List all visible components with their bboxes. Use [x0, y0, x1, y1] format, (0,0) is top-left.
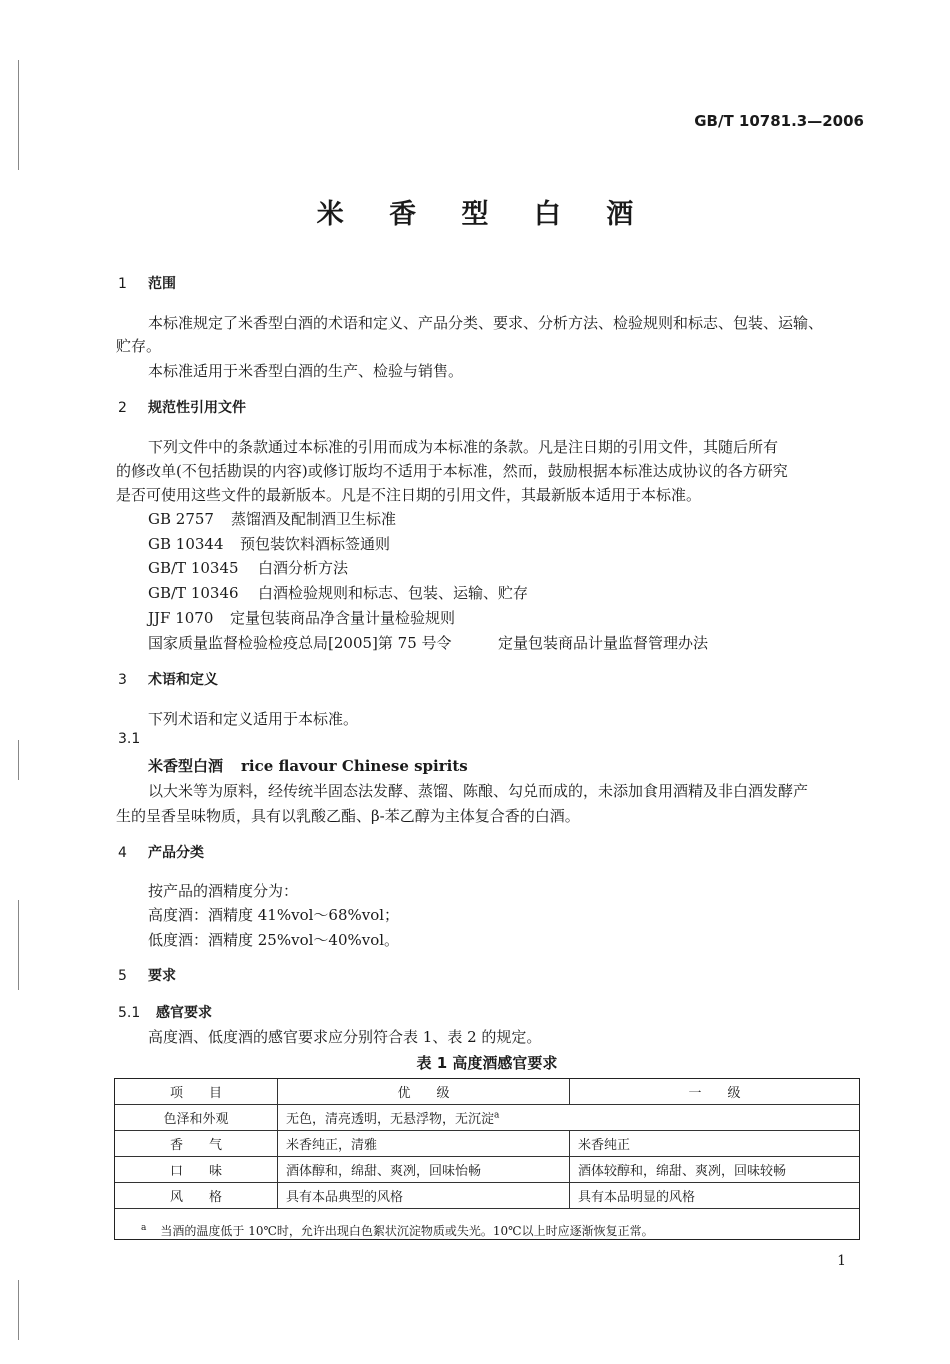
scan-mark	[18, 900, 19, 990]
document-title: 米 香 型 白 酒	[316, 199, 652, 230]
paragraph: 生的呈香呈味物质，具有以乳酸乙酯、β-苯乙醇为主体复合香的白酒。	[116, 807, 580, 825]
table-footnote: $^a$ 当酒的温度低于 10℃时，允许出现白色絮状沉淀物质或失光。10℃以上时应逐渐恢复正常。	[141, 1223, 654, 1238]
paragraph: 下列术语和定义适用于本标准。	[148, 710, 359, 728]
paragraph: 的修改单(不包括勘误的内容)或修订版均不适用于本标准，然而，鼓励根据本标准达成协议的各方研究	[116, 462, 788, 480]
table-cell: 米香纯正	[570, 1131, 860, 1157]
standard-code: GB/T 10781.3—2006	[694, 112, 864, 130]
table-cell: 香 气	[115, 1131, 278, 1157]
paragraph: 低度酒：酒精度 25%vol～40%vol。	[148, 931, 400, 949]
scan-mark	[18, 1280, 19, 1340]
paragraph: 下列文件中的条款通过本标准的引用而成为本标准的条款。凡是注日期的引用文件，其随后所有	[148, 438, 779, 456]
table-cell: 米香纯正，清雅	[278, 1131, 570, 1157]
column-header: 优 级	[278, 1079, 570, 1105]
table-row	[115, 1131, 859, 1157]
subsection-5-1-heading: 5.1 感官要求	[118, 1005, 212, 1021]
table-row	[115, 1183, 859, 1209]
paragraph: 本标准适用于米香型白酒的生产、检验与销售。	[148, 362, 464, 380]
section-2-heading: 2 规范性引用文件	[118, 400, 246, 416]
paragraph: 以大米等为原料，经传统半固态法发酵、蒸馏、陈酿、勾兑而成的，未添加食用酒精及非白酒发酵产	[148, 782, 809, 800]
table-cell: 具有本品明显的风格	[570, 1183, 860, 1209]
table-header-row	[115, 1079, 859, 1105]
reference-item: GB/T 10345 白酒分析方法	[148, 559, 349, 577]
table-cell: 口 味	[115, 1157, 278, 1183]
section-1-heading: 1 范围	[118, 276, 176, 292]
paragraph: 本标准规定了米香型白酒的术语和定义、产品分类、要求、分析方法、检验规则和标志、包装、运输、	[148, 314, 824, 332]
page-number: 1	[837, 1253, 846, 1269]
paragraph: 高度酒、低度酒的感官要求应分别符合表 1、表 2 的规定。	[148, 1028, 542, 1046]
table-cell: 风 格	[115, 1183, 278, 1209]
table-cell: 具有本品典型的风格	[278, 1183, 570, 1209]
paragraph: 高度酒：酒精度 41%vol～68%vol；	[148, 906, 400, 924]
paragraph: 按产品的酒精度分为：	[148, 882, 299, 900]
reference-item: GB 10344 预包装饮料酒标签通则	[148, 535, 391, 553]
table-cell: 色泽和外观	[115, 1105, 278, 1131]
table-row	[115, 1105, 859, 1131]
section-5-heading: 5 要求	[118, 968, 176, 984]
column-header: 一 级	[570, 1079, 860, 1105]
table-cell: 酒体较醇和，绵甜、爽冽，回味较畅	[570, 1157, 860, 1183]
reference-item: GB/T 10346 白酒检验规则和标志、包装、运输、贮存	[148, 584, 529, 602]
table-row	[115, 1157, 859, 1183]
subsection-number: 3.1	[118, 731, 141, 747]
table-cell: 无色，清亮透明，无悬浮物，无沉淀$^a$	[278, 1105, 860, 1131]
scan-mark	[18, 740, 19, 780]
reference-item: GB 2757 蒸馏酒及配制酒卫生标准	[148, 510, 397, 528]
table-caption: 表 1 高度酒感官要求	[416, 1054, 558, 1072]
reference-item: 国家质量监督检验检疫总局[2005]第 75 号令 定量包装商品计量监督管理办法	[148, 634, 709, 652]
term: 米香型白酒 rice flavour Chinese spirits	[148, 757, 468, 775]
paragraph: 贮存。	[116, 337, 162, 355]
scan-mark	[18, 60, 19, 170]
reference-item: JJF 1070 定量包装商品净含量计量检验规则	[148, 609, 456, 627]
sensory-requirements-table	[114, 1078, 860, 1240]
section-4-heading: 4 产品分类	[118, 845, 204, 861]
paragraph: 是否可使用这些文件的最新版本。凡是不注日期的引用文件，其最新版本适用于本标准。	[116, 486, 702, 504]
table-cell: 酒体醇和，绵甜、爽冽，回味怡畅	[278, 1157, 570, 1183]
section-3-heading: 3 术语和定义	[118, 672, 218, 688]
column-header: 项 目	[115, 1079, 278, 1105]
